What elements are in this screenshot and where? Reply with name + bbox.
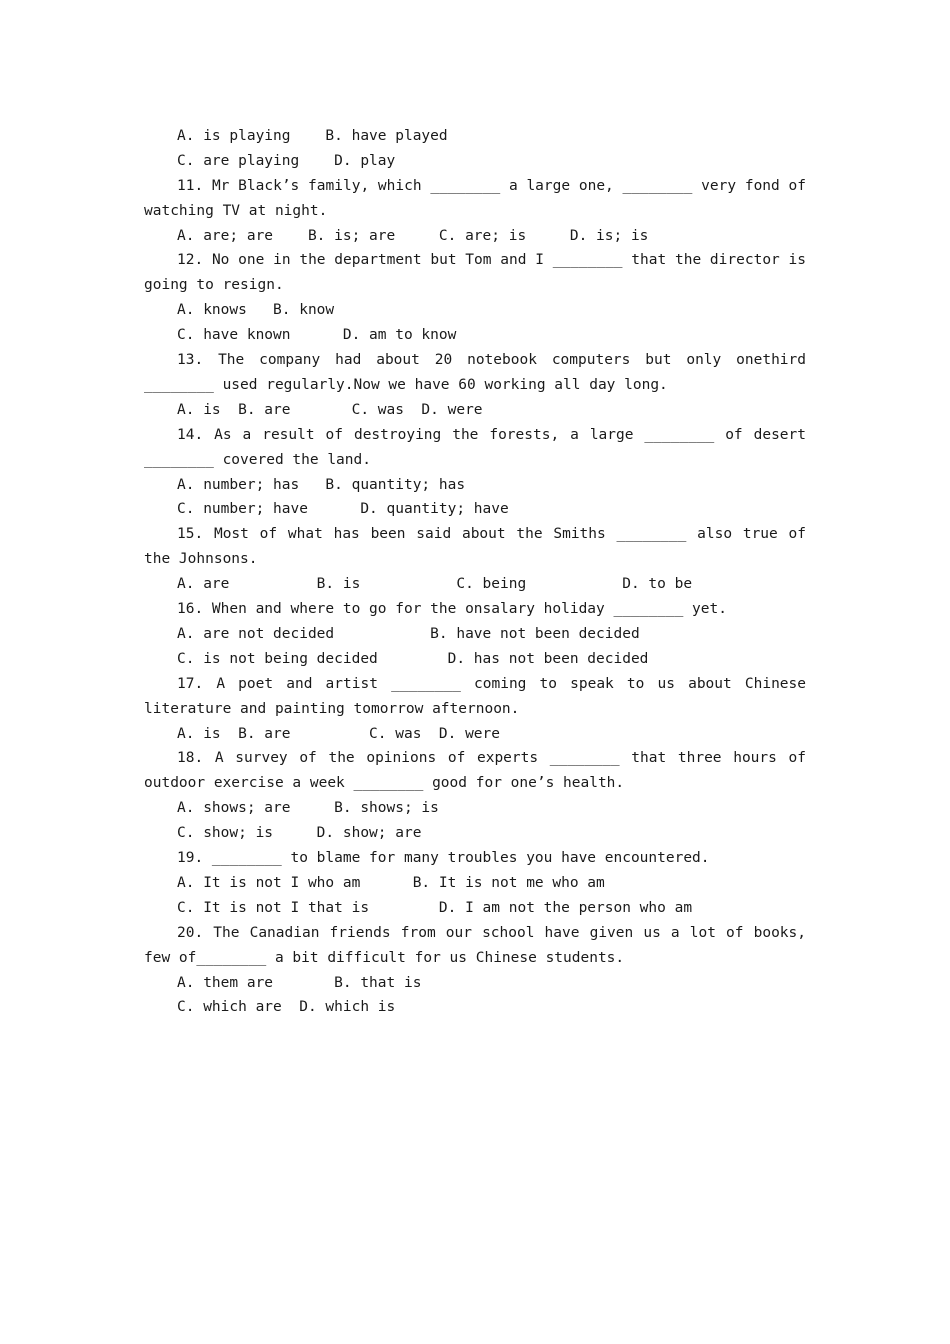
question-18: 18. A survey of the opinions of experts ________ that three hours of outdoor exercise a week ________ good for one’s health. (144, 750, 806, 792)
option-line: A. are B. is C. being D. to be (177, 576, 693, 593)
option-line: C. number; have D. quantity; have (177, 501, 509, 518)
option-line: A. is B. are C. was D. were (177, 725, 501, 742)
option-line: C. which are D. which is (177, 999, 396, 1016)
option-line: C. is not being decided D. has not been decided (177, 650, 649, 667)
question-14: 14. As a result of destroying the forests, a large ________ of desert ________ covered the land. (144, 426, 806, 468)
question-17: 17. A poet and artist ________ coming to speak to us about Chinese literature and painting tomorrow afternoon. (144, 675, 806, 717)
option-line: A. them are B. that is (177, 974, 422, 991)
option-line: A. is B. are C. was D. were (177, 401, 483, 418)
option-line: A. knows B. know (177, 302, 335, 319)
option-line: A. shows; are B. shows; is (177, 800, 439, 817)
option-line: C. are playing D. play (177, 152, 396, 169)
question-15: 15. Most of what has been said about the Smiths ________ also true of the Johnsons. (144, 526, 806, 568)
question-20: 20. The Canadian friends from our school have given us a lot of books, few of________ a bit difficult for us Chinese students. (144, 924, 806, 966)
option-line: A. are; are B. is; are C. are; is D. is; is (177, 227, 649, 244)
question-12: 12. No one in the department but Tom and I ________ that the director is going to resign. (144, 252, 806, 294)
question-11: 11. Mr Black’s family, which ________ a large one, ________ very fond of watching TV at night. (144, 177, 806, 219)
option-line: C. It is not I that is D. I am not the person who am (177, 899, 693, 916)
question-13: 13. The company had about 20 notebook computers but only onethird ________ used regularly.Now we have 60 working all day long. (144, 352, 806, 393)
exercise-content (144, 124, 806, 1020)
option-line: A. It is not I who am B. It is not me who am (177, 874, 605, 891)
question-16: 16. When and where to go for the onsalary holiday ________ yet. (177, 601, 727, 618)
option-line: C. show; is D. show; are (177, 825, 422, 842)
option-line: A. is playing B. have played (177, 128, 448, 144)
question-19: 19. ________ to blame for many troubles you have encountered. (177, 850, 710, 867)
option-line: A. number; has B. quantity; has (177, 476, 466, 493)
option-line: C. have known D. am to know (177, 327, 457, 344)
option-line: A. are not decided B. have not been decided (177, 625, 640, 642)
